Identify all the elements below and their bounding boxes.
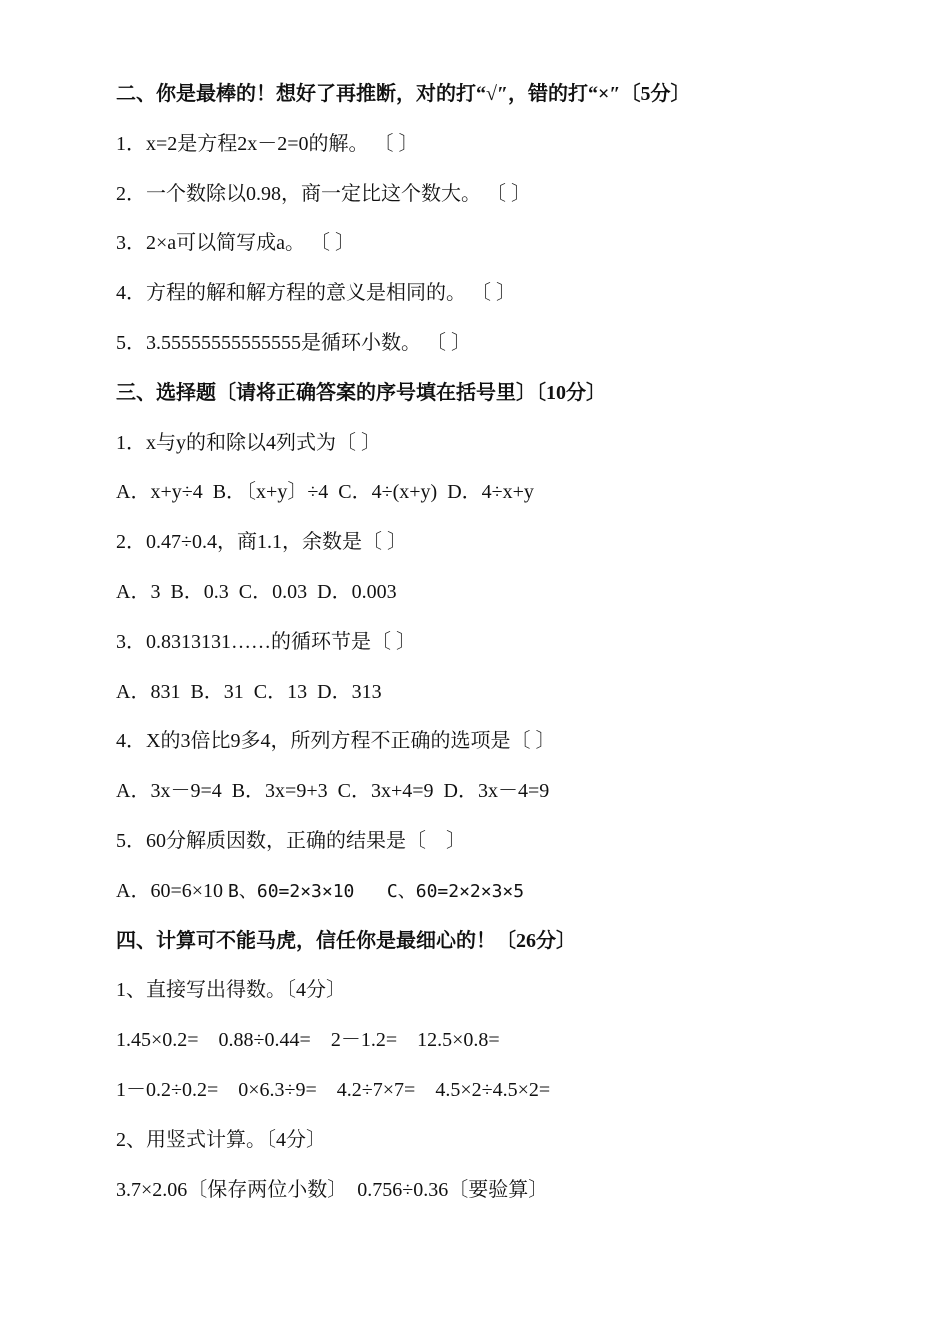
s2-item-1: 1．x=2是方程2x－2=0的解。 〔 〕 [116, 132, 419, 155]
s3-question-1-options: A．x+y÷4 B．〔x+y〕÷4 C．4÷(x+y) D．4÷x+y [116, 481, 534, 504]
s3-question-1: 1．x与y的和除以4列式为〔 〕 [116, 431, 381, 454]
s4-part-1-title: 1、直接写出得数。〔4分〕 [116, 979, 346, 1002]
s3-question-4-options: A．3x－9=4 B．3x=9+3 C．3x+4=9 D．3x－4=9 [116, 780, 550, 803]
s4-part-2-row-1: 3.7×2.06〔保存两位小数〕 0.756÷0.36〔要验算〕 [116, 1178, 549, 1201]
exam-page [116, 76, 916, 1221]
s3-question-4: 4．X的3倍比9多4，所列方程不正确的选项是〔 〕 [116, 730, 556, 753]
s2-item-5: 5．3.55555555555555是循环小数。 〔 〕 [116, 331, 471, 354]
section-2-heading: 二、你是最棒的！想好了再推断，对的打“√″，错的打“×″〔5分〕 [116, 83, 691, 105]
s3-q5-option-a: A．60=6×10 [116, 879, 229, 902]
s4-part-2-title: 2、用竖式计算。〔4分〕 [116, 1128, 326, 1151]
s3-q5-options-bc: B、60=2×3×10 C、60=2×2×3×5 [228, 880, 525, 902]
s3-question-2: 2．0.47÷0.4，商1.1，余数是〔 〕 [116, 531, 407, 554]
s2-item-4: 4．方程的解和解方程的意义是相同的。 〔 〕 [116, 282, 516, 305]
s4-part-1-row-1: 1.45×0.2= 0.88÷0.44= 2－1.2= 12.5×0.8= [116, 1029, 500, 1052]
s3-question-5: 5．60分解质因数，正确的结果是〔 〕 [116, 829, 466, 852]
section-3-heading: 三、选择题〔请将正确答案的序号填在括号里〕〔10分〕 [116, 381, 606, 404]
s4-part-1-row-2: 1－0.2÷0.2= 0×6.3÷9= 4.2÷7×7= 4.5×2÷4.5×2= [116, 1078, 551, 1101]
s3-question-2-options: A．3 B．0.3 C．0.03 D．0.003 [116, 580, 397, 603]
s3-question-5-options [116, 873, 916, 923]
s3-question-3-options: A．831 B．31 C．13 D．313 [116, 680, 382, 703]
section-4-heading: 四、计算可不能马虎，信任你是最细心的！〔26分〕 [116, 929, 576, 952]
s2-item-2: 2．一个数除以0.98，商一定比这个数大。 〔 〕 [116, 182, 531, 205]
s2-item-3: 3．2×a可以简写成a。 〔 〕 [116, 232, 356, 255]
s3-question-3: 3．0.8313131……的循环节是〔 〕 [116, 630, 416, 653]
